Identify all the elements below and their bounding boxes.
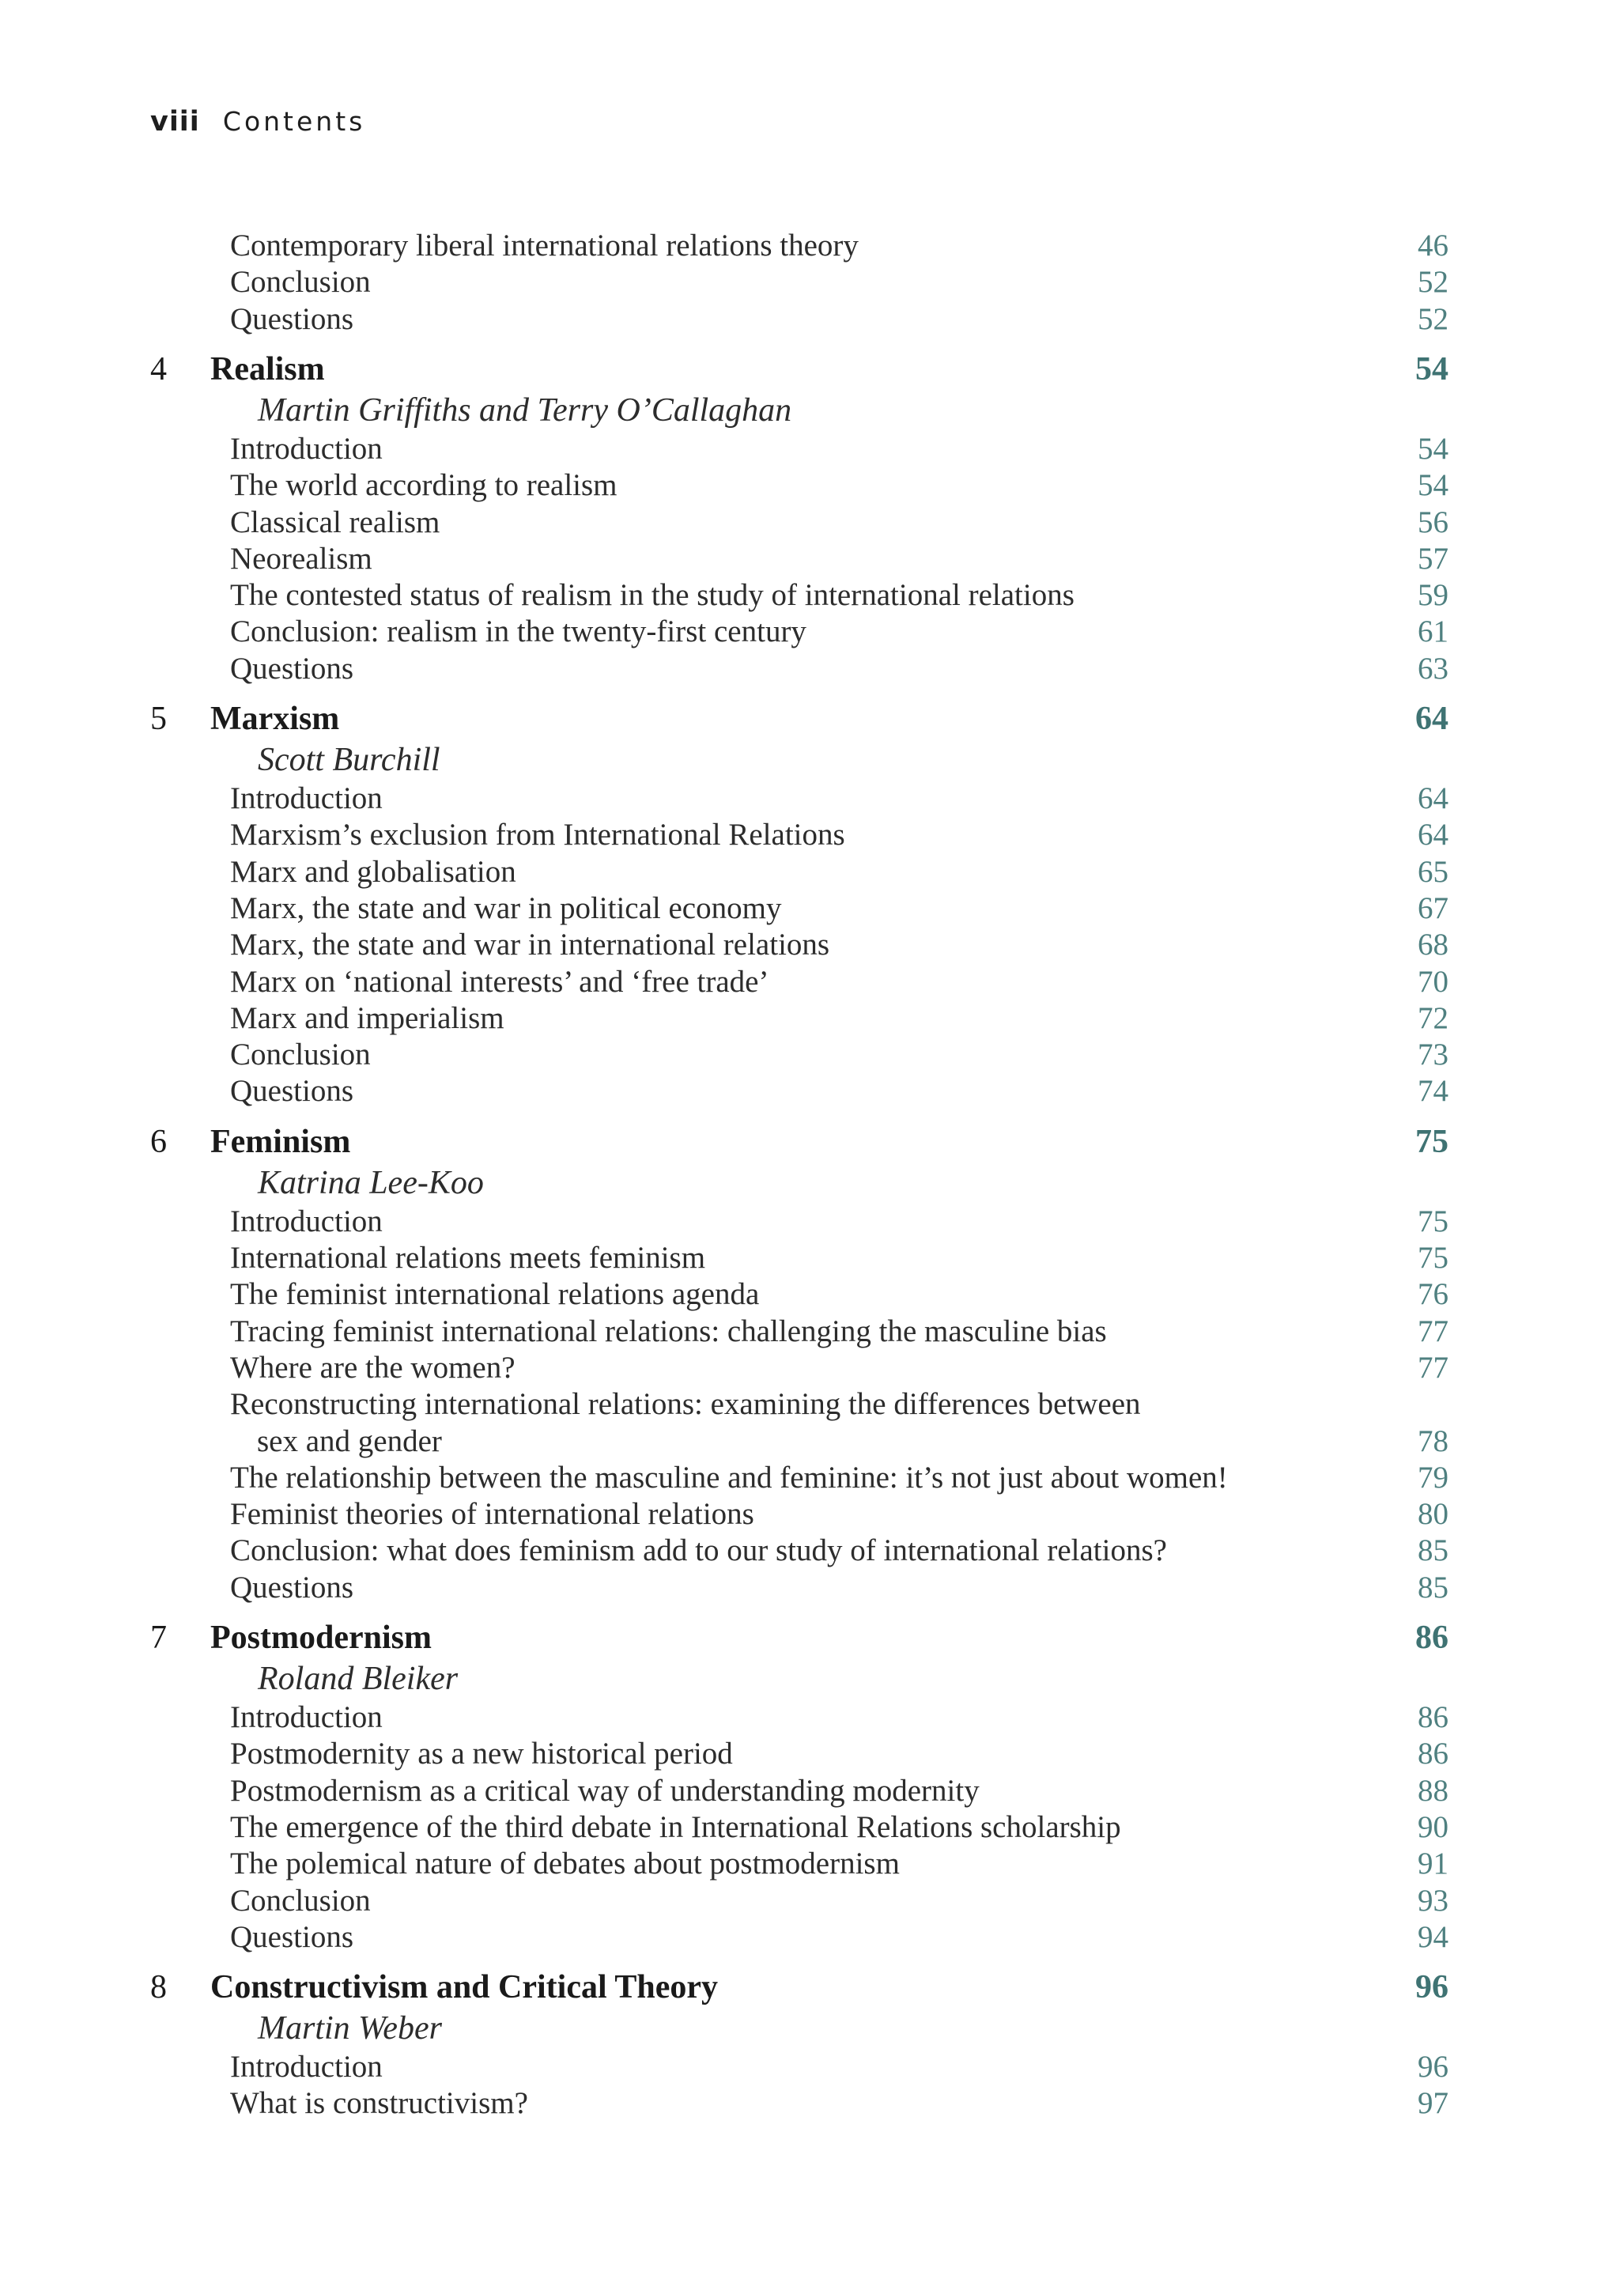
- toc-entry-title: Marx on ‘national interests’ and ‘free trade’: [230, 964, 769, 999]
- chapter-title: Marxism: [210, 701, 340, 737]
- toc-entry-title: Postmodernity as a new historical period: [230, 1737, 733, 1771]
- toc-entry-title: Conclusion: [230, 265, 371, 300]
- toc-entry-page: 97: [1418, 2086, 1448, 2121]
- toc-entry-page: 85: [1418, 1570, 1448, 1605]
- chapter-author: Martin Weber: [258, 2010, 442, 2047]
- toc-entry-page: 54: [1418, 431, 1448, 466]
- toc-entry-title: Feminist theories of international relations: [230, 1497, 754, 1532]
- chapter-number: 4: [150, 350, 167, 387]
- toc-entry-page: 65: [1418, 854, 1448, 889]
- chapter-title: Constructivism and Critical Theory: [210, 1969, 719, 2006]
- toc-entry-page: 68: [1418, 928, 1448, 962]
- toc-entry-title: International relations meets feminism: [230, 1241, 706, 1275]
- toc-entry-page: 57: [1418, 541, 1448, 576]
- toc-entry-page: 79: [1418, 1460, 1448, 1495]
- toc-entry-title: Introduction: [230, 2050, 383, 2085]
- toc-entry-page: 59: [1418, 578, 1448, 613]
- toc-entry-title: Tracing feminist international relations: challenging the masculine bias: [230, 1314, 1107, 1348]
- toc-entry-title: Introduction: [230, 431, 383, 466]
- toc-entry-page: 75: [1418, 1241, 1448, 1275]
- toc-entry-page: 67: [1418, 890, 1448, 925]
- toc-entry-page: 77: [1418, 1350, 1448, 1385]
- toc-entry-page: 86: [1418, 1700, 1448, 1734]
- chapter-title: Postmodernism: [210, 1620, 432, 1656]
- toc-entry-title: Marx and globalisation: [230, 854, 516, 889]
- toc-entry-page: 52: [1418, 265, 1448, 300]
- toc-entry-page: 78: [1418, 1423, 1448, 1458]
- chapter-title: Realism: [210, 350, 325, 387]
- chapter-author: Roland Bleiker: [258, 1661, 459, 1697]
- toc-entry-page: 94: [1418, 1919, 1448, 1954]
- toc-entry-page: 96: [1418, 2050, 1448, 2085]
- toc-entry-page: 86: [1418, 1737, 1448, 1771]
- toc-entry-title: Classical realism: [230, 505, 440, 539]
- toc-entry-page: 74: [1418, 1074, 1448, 1109]
- running-head: [150, 106, 365, 138]
- toc-entry-page: 56: [1418, 505, 1448, 539]
- toc-entry-title: Introduction: [230, 781, 383, 815]
- toc-entry-title: The feminist international relations agenda: [230, 1277, 760, 1312]
- chapter-number: 5: [150, 701, 167, 737]
- chapter-title: Feminism: [210, 1123, 351, 1160]
- toc-entry-title: Questions: [230, 1919, 353, 1954]
- toc-entry-title: Conclusion: what does feminism add to our study of international relations?: [230, 1533, 1167, 1568]
- toc-entry-title: What is constructivism?: [230, 2086, 528, 2121]
- toc-entry-title: Introduction: [230, 1700, 383, 1734]
- toc-entry-page: 61: [1418, 614, 1448, 649]
- toc-entry-title: The polemical nature of debates about postmodernism: [230, 1847, 900, 1881]
- toc-entry-page: 46: [1418, 229, 1448, 263]
- toc-entry-title: Conclusion: realism in the twenty-first century: [230, 614, 806, 649]
- toc-entry-page: 76: [1418, 1277, 1448, 1312]
- toc-entry-page: 85: [1418, 1533, 1448, 1568]
- toc-entry-title: Postmodernism as a critical way of understanding modernity: [230, 1773, 980, 1808]
- chapter-author: Katrina Lee-Koo: [258, 1164, 484, 1201]
- toc-entry-title: The contested status of realism in the study of international relations: [230, 578, 1074, 613]
- toc-entry-page: 64: [1418, 818, 1448, 852]
- toc-entry-title: Marx and imperialism: [230, 1000, 504, 1035]
- toc-entry-title: Neorealism: [230, 541, 372, 576]
- page-folio: viii: [150, 106, 200, 138]
- running-head-title: Contents: [222, 106, 366, 137]
- chapter-page: 86: [1415, 1620, 1448, 1656]
- toc-entry-page: 63: [1418, 651, 1448, 686]
- toc-entry-page: 52: [1418, 301, 1448, 336]
- toc-entry-title-continued: sex and gender: [257, 1423, 442, 1458]
- toc-entry-title: Questions: [230, 1074, 353, 1109]
- toc-entry-page: 88: [1418, 1773, 1448, 1808]
- toc-entry-page: 80: [1418, 1497, 1448, 1532]
- chapter-author: Martin Griffiths and Terry O’Callaghan: [258, 391, 792, 429]
- toc-entry-title: Questions: [230, 651, 353, 686]
- toc-entry-title: The world according to realism: [230, 468, 617, 503]
- toc-entry-page: 70: [1418, 964, 1448, 999]
- toc-entry-title: Questions: [230, 301, 353, 336]
- chapter-page: 64: [1415, 701, 1448, 737]
- toc-entry-title: Marx, the state and war in international relations: [230, 928, 830, 962]
- toc-entry-page: 91: [1418, 1847, 1448, 1881]
- toc-entry-page: 77: [1418, 1314, 1448, 1348]
- toc-entry-page: 64: [1418, 781, 1448, 815]
- chapter-number: 6: [150, 1123, 167, 1160]
- toc-entry-title: Conclusion: [230, 1038, 371, 1072]
- chapter-page: 54: [1415, 350, 1448, 387]
- toc-entry-title: Marxism’s exclusion from International Relations: [230, 818, 845, 852]
- toc-entry-title: The relationship between the masculine and feminine: it’s not just about women!: [230, 1460, 1228, 1495]
- toc-entry-title: Where are the women?: [230, 1350, 516, 1385]
- toc-entry-title: The emergence of the third debate in International Relations scholarship: [230, 1809, 1121, 1844]
- toc-entry-page: 54: [1418, 468, 1448, 503]
- toc-entry-title: Conclusion: [230, 1883, 371, 1918]
- toc-entry-page: 73: [1418, 1038, 1448, 1072]
- chapter-page: 75: [1415, 1123, 1448, 1160]
- toc-entry-page: 72: [1418, 1000, 1448, 1035]
- chapter-author: Scott Burchill: [258, 742, 440, 778]
- toc-entry-page: 90: [1418, 1809, 1448, 1844]
- toc-entry-page: 75: [1418, 1204, 1448, 1238]
- toc-entry-title: Introduction: [230, 1204, 383, 1238]
- toc-entry-title: Contemporary liberal international relations theory: [230, 229, 859, 263]
- chapter-page: 96: [1415, 1969, 1448, 2006]
- toc-entry-title: Questions: [230, 1570, 353, 1605]
- toc-entry-page: 93: [1418, 1883, 1448, 1918]
- chapter-number: 8: [150, 1969, 167, 2006]
- chapter-number: 7: [150, 1620, 167, 1656]
- toc-entry-title: Reconstructing international relations: examining the differences between: [230, 1387, 1141, 1422]
- toc-entry-title: Marx, the state and war in political economy: [230, 890, 782, 925]
